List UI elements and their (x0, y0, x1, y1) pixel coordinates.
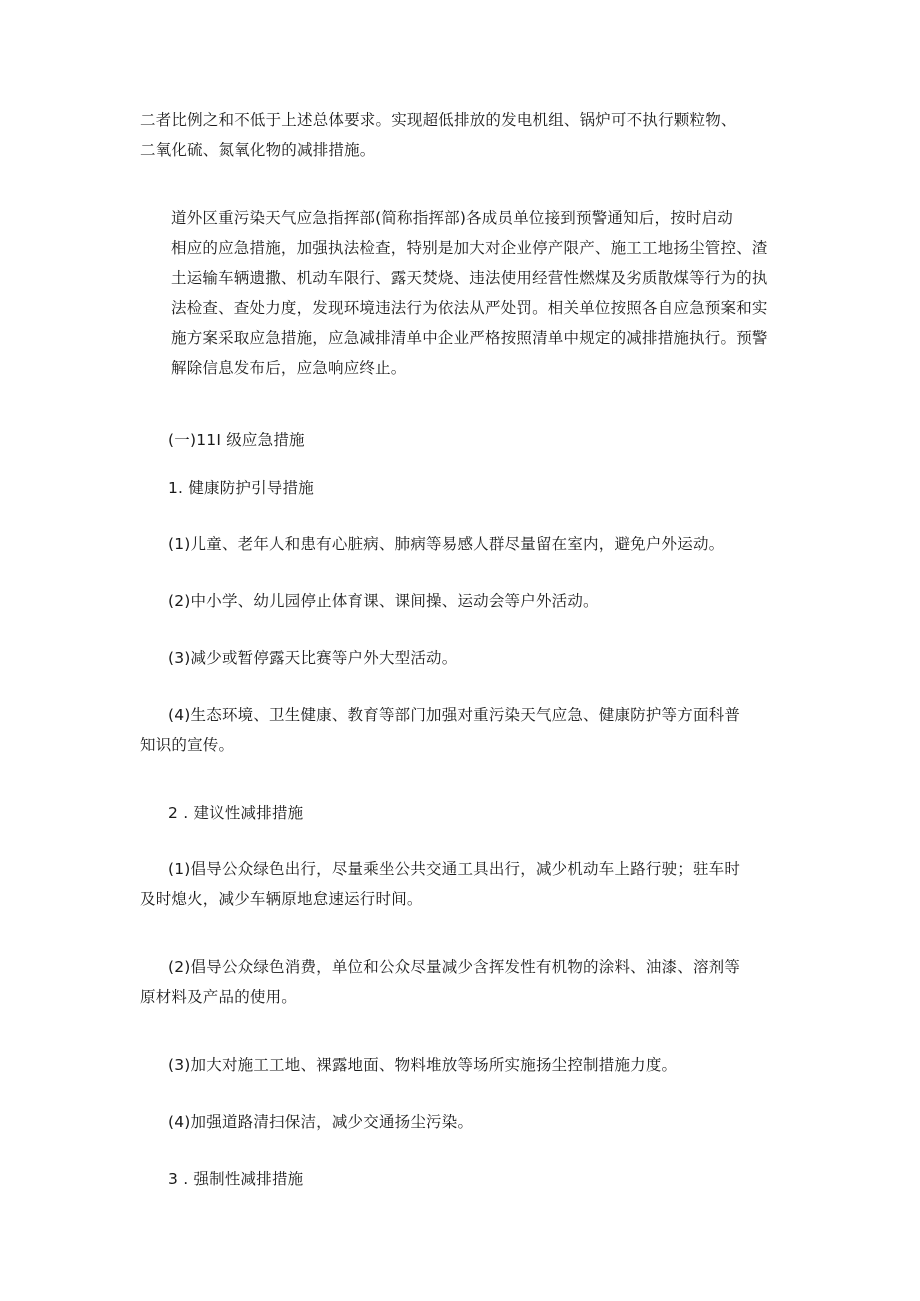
heading-text: 3 . 强制性减排措施 (168, 1170, 304, 1188)
list-item-health-3 (168, 643, 790, 673)
text-line: 原材料及产品的使用。 (140, 988, 298, 1006)
heading-text: 1. 健康防护引导措施 (168, 479, 314, 497)
text-line: 知识的宣传。 (140, 736, 235, 754)
list-item-health-4 (140, 700, 790, 760)
list-item-health-1 (168, 529, 790, 559)
text-line: 二者比例之和不低于上述总体要求。实现超低排放的发电机组、锅炉可不执行颗粒物、 (140, 111, 737, 129)
text-line: 法检查、查处力度，发现环境违法行为依法从严处罚。相关单位按照各自应急预案和实 (171, 299, 768, 317)
list-item-advisory-2 (140, 952, 790, 1012)
paragraph-emission-ratio (140, 105, 790, 165)
paragraph-command-measures (140, 203, 790, 383)
text-line: (2)倡导公众绿色消费，单位和公众尽量减少含挥发性有机物的涂料、油漆、溶剂等 (168, 958, 741, 976)
list-item-advisory-1 (140, 854, 790, 914)
text-line: (4)加强道路清扫保洁，减少交通扬尘污染。 (168, 1113, 474, 1131)
text-line: (4)生态环境、卫生健康、教育等部门加强对重污染天气应急、健康防护等方面科普 (168, 706, 741, 724)
heading-text: (一)11I 级应急措施 (168, 431, 305, 449)
text-line: (3)加大对施工工地、裸露地面、物料堆放等场所实施扬尘控制措施力度。 (168, 1056, 678, 1074)
list-item-advisory-3 (168, 1050, 790, 1080)
text-line: 施方案采取应急措施，应急减排清单中企业严格按照清单中规定的减排措施执行。预警 (171, 329, 768, 347)
list-item-advisory-4 (168, 1107, 790, 1137)
text-line: 二氧化硫、氮氧化物的减排措施。 (140, 141, 376, 159)
section-heading-level-3 (168, 425, 790, 455)
text-line: (1)儿童、老年人和患有心脏病、肺病等易感人群尽量留在室内，避免户外运动。 (168, 535, 725, 553)
text-line: 道外区重污染天气应急指挥部(简称指挥部)各成员单位接到预警通知后，按时启动 (171, 209, 733, 227)
text-line: 及时熄火，减少车辆原地怠速运行时间。 (140, 890, 423, 908)
subsection-heading-advisory (168, 798, 790, 828)
heading-text: 2 . 建议性减排措施 (168, 804, 304, 822)
subsection-heading-mandatory (168, 1164, 790, 1194)
text-line: (2)中小学、幼儿园停止体育课、课间操、运动会等户外活动。 (168, 592, 599, 610)
text-line: 土运输车辆遗撒、机动车限行、露天焚烧、违法使用经营性燃煤及劣质散煤等行为的执 (171, 269, 768, 287)
text-line: 解除信息发布后，应急响应终止。 (171, 359, 407, 377)
list-item-health-2 (168, 586, 790, 616)
text-line: (3)减少或暂停露天比赛等户外大型活动。 (168, 649, 458, 667)
text-line: 相应的应急措施，加强执法检查，特别是加大对企业停产限产、施工工地扬尘管控、渣 (171, 239, 768, 257)
subsection-heading-health (168, 473, 790, 503)
text-line: (1)倡导公众绿色出行，尽量乘坐公共交通工具出行，减少机动车上路行驶；驻车时 (168, 860, 741, 878)
